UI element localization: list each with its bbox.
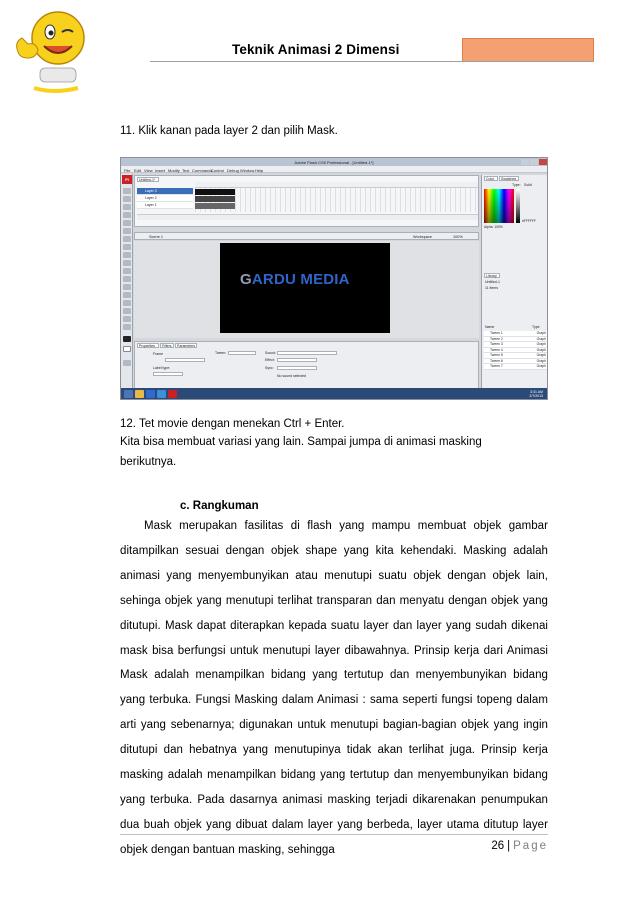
- text-tool-icon: [123, 236, 131, 242]
- brightness-slider: [516, 189, 520, 223]
- color-tab: Color: [484, 176, 498, 181]
- menu-text: Text: [182, 167, 190, 173]
- props-tab-filters: Filters: [160, 343, 174, 348]
- properties-panel: [134, 341, 479, 389]
- tools-panel: [121, 174, 133, 400]
- rectangle-tool-icon: [123, 252, 131, 258]
- scene-label: Scene 1: [149, 234, 163, 239]
- paint-bucket-tool-icon: [123, 292, 131, 298]
- library-item: Tween 7 Graph: [484, 364, 548, 370]
- window-titlebar: [121, 158, 547, 166]
- summary-heading: c. Rangkuman: [180, 500, 259, 512]
- menu-help: Help: [255, 167, 264, 173]
- timeline-panel: [134, 175, 479, 227]
- hand-tool-icon: [123, 316, 131, 322]
- props-sync: Sync:: [265, 366, 274, 370]
- smiley-thumbs-up-logo: [10, 6, 102, 98]
- library-doc: Untitled-1: [485, 280, 500, 284]
- keyframe-span: [195, 189, 235, 195]
- library-item: Tween 4 Graph: [484, 348, 548, 354]
- close-icon: [539, 159, 547, 165]
- free-transform-tool-icon: [123, 204, 131, 210]
- pen-tool-icon: [123, 228, 131, 234]
- menu-bar: [121, 166, 547, 173]
- label-type-field: [153, 372, 183, 376]
- note-line-2: berikutnya.: [120, 456, 177, 468]
- props-frame-label: Frame: [153, 352, 164, 356]
- deco-tool-icon: [123, 276, 131, 282]
- color-alpha-value: Alpha: 100%: [484, 225, 503, 229]
- footer-divider: [120, 834, 548, 835]
- timeline-frames: [195, 188, 478, 212]
- flash-taskbar-icon: [168, 390, 177, 398]
- menu-debug: Debug: [227, 167, 239, 173]
- eraser-tool-icon: [123, 308, 131, 314]
- snap-icon: [123, 360, 131, 366]
- subselection-tool-icon: [123, 196, 131, 202]
- props-sound: Sound:: [265, 351, 277, 355]
- brush-tool-icon: [123, 268, 131, 274]
- page-word: Page: [513, 840, 548, 852]
- window-title: Adobe Flash CS5 Professional - [Untitled-1*]: [294, 160, 374, 165]
- lasso-tool-icon: [123, 220, 131, 226]
- doc-tab: Untitled-1*: [137, 177, 159, 182]
- minimize-icon: [521, 159, 529, 165]
- menu-view: View: [144, 167, 153, 173]
- pencil-tool-icon: [123, 260, 131, 266]
- props-label-type: Label type:: [153, 366, 171, 370]
- swatches-tab: Swatches: [499, 176, 519, 181]
- library-count: 11 items: [485, 286, 498, 290]
- layer-row: Layer 1: [137, 202, 193, 209]
- color-type-value: Solid: [524, 183, 532, 187]
- effect-field: [277, 358, 317, 362]
- library-col-type: Type: [532, 325, 540, 329]
- maximize-icon: [530, 159, 538, 165]
- stroke-color-icon: [123, 336, 131, 342]
- props-tween: Tween:: [215, 351, 227, 355]
- line-tool-icon: [123, 244, 131, 250]
- scene-bar: [134, 232, 479, 240]
- color-hex-value: #FFFFFF: [522, 219, 536, 223]
- sync-field: [277, 366, 317, 370]
- eyedropper-tool-icon: [123, 300, 131, 306]
- footer-separator: |: [507, 840, 511, 852]
- step-11: 11. Klik kanan pada layer 2 dan pilih Mask.: [120, 125, 338, 137]
- menu-edit: Edit: [134, 167, 141, 173]
- step-12: 12. Tet movie dengan menekan Ctrl + Enter.: [120, 418, 345, 430]
- props-no-sound: No sound selected: [277, 374, 306, 378]
- stage: [220, 243, 390, 333]
- fill-color-icon: [123, 346, 131, 352]
- bone-tool-icon: [123, 284, 131, 290]
- app-icon: [157, 390, 166, 398]
- right-panel: [481, 175, 548, 400]
- stage-text-first-letter: G: [240, 271, 252, 288]
- sound-field: [277, 351, 337, 355]
- summary-paragraph: Mask merupakan fasilitas di flash yang mampu membuat objek gambar ditampilkan sesuai dengan objek shape yang kita kehendaki. Masking adalah animasi yang menyembunyikan atau menutupi suatu objek dengan objek lain, sehinga objek yang menutupi terlihat transparan dan menyatu dengan objek yang ditutupi. Mask dapat diterapkan kepada suatu layer dan layer yang sudah dikenai mask bisa berfungsi untuk menutupi layer dibawahnya. Prinsip kerja dari Animasi Mask adalah menampilkan bidang yang tertutup dan menyembunyikan bidang yang terbuka. Fungsi Masking dalam Animasi : sama seperti fungsi topeng dalam arti yang sebenarnya; digunakan untuk menutupi bagian-bagian objek yang ingin ditutupi dan hebatnya yang menutupinya tidak akan terlihat juga. Prinsip kerja masking adalah menampilkan bidang yang tertutup dan menyembunyikan bidang yang terbuka. Pada dasarnya animasi masking terjadi dikarenakan penumpukan dua buah objek yang dibuat dalam layer yang berbeda, layer utama ditutup layer objek dengan bantuan masking, sehingga: [120, 520, 548, 856]
- page-footer: [468, 840, 548, 852]
- selection-tool-icon: [123, 188, 131, 194]
- menu-commands: Commands: [192, 167, 213, 173]
- menu-window: Window: [240, 167, 255, 173]
- layer-row: Layer 2: [137, 195, 193, 202]
- props-effect: Effect:: [265, 358, 275, 362]
- layer-row: Layer 3: [137, 188, 193, 195]
- menu-control: Control: [211, 167, 224, 173]
- library-tab: Library: [484, 273, 500, 278]
- ie-icon: [124, 390, 133, 398]
- color-picker-spectrum: [484, 189, 514, 223]
- taskbar-clock: 3:31 AM 2/7/2013: [529, 389, 543, 398]
- frame-label-field: [165, 358, 205, 362]
- zoom-tool-icon: [123, 324, 131, 330]
- library-col-name: Name: [485, 325, 495, 329]
- timeline-footer: [137, 214, 478, 220]
- word-icon: [146, 390, 155, 398]
- menu-insert: Insert: [155, 167, 166, 173]
- header-accent-box: [462, 38, 594, 62]
- workspace-label: Workspace: [413, 234, 432, 239]
- tween-field: [228, 351, 256, 355]
- menu-file: File: [124, 167, 131, 173]
- page-number: 26: [491, 840, 505, 852]
- stage-text-rest: ARDU MEDIA: [251, 271, 350, 288]
- flash-logo-icon: Fl: [122, 175, 132, 184]
- menu-modify: Modify: [168, 167, 180, 173]
- props-tab-properties: Properties: [137, 343, 159, 348]
- library-item: Tween 2 Graph: [484, 337, 548, 343]
- color-type-label: Type:: [512, 183, 521, 187]
- keyframe-span: [195, 203, 235, 209]
- library-item: Tween 3 Graph: [484, 342, 548, 348]
- windows-taskbar: [121, 388, 547, 399]
- library-item: Tween 5 Graph: [484, 353, 548, 359]
- explorer-icon: [135, 390, 144, 398]
- keyframe-span: [195, 196, 235, 202]
- flash-screenshot: [120, 157, 548, 400]
- stage-text: [240, 271, 350, 288]
- header-title: Teknik Animasi 2 Dimensi: [232, 42, 400, 57]
- note-line-1: Kita bisa membuat variasi yang lain. Sampai jumpa di animasi masking: [120, 436, 482, 448]
- library-item: Tween 1 Graph: [484, 331, 548, 337]
- library-item: Tween 6 Graph: [484, 359, 548, 365]
- header-divider: [150, 61, 594, 62]
- props-tab-parameters: Parameters: [177, 344, 196, 348]
- zoom-value: 100%: [453, 234, 463, 239]
- 3d-rotation-tool-icon: [123, 212, 131, 218]
